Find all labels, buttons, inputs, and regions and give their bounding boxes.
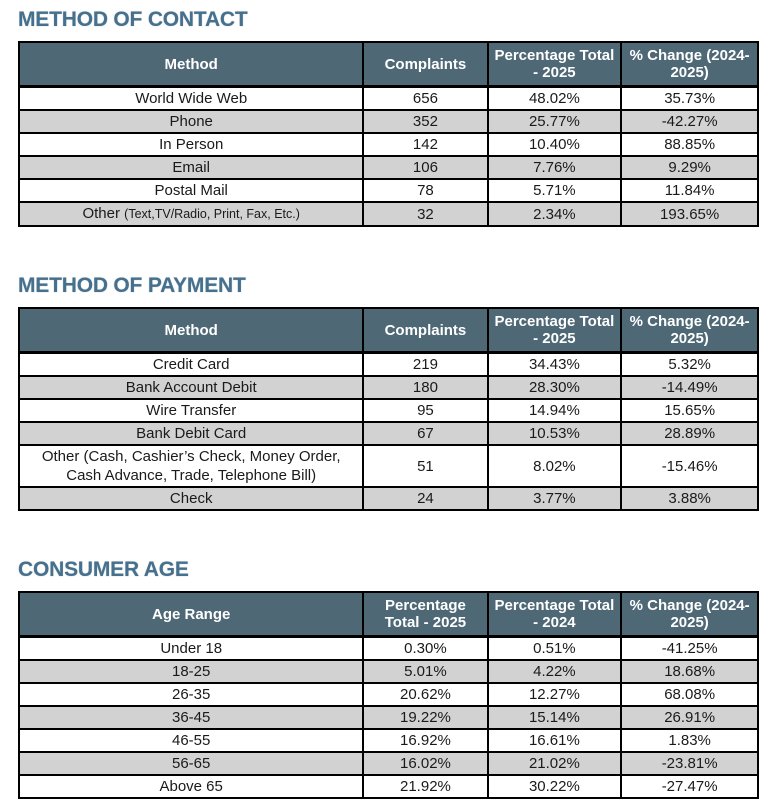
percent-change-cell: 28.89% bbox=[621, 422, 758, 445]
percentage-2025-cell: 28.30% bbox=[488, 376, 622, 399]
method-cell: Check bbox=[19, 487, 363, 510]
column-header-percentage-2025: Percentage Total - 2025 bbox=[488, 42, 622, 87]
percentage-2025-cell: 16.02% bbox=[363, 752, 487, 775]
percentage-2025-cell: 20.62% bbox=[363, 683, 487, 706]
method-of-contact-section bbox=[18, 8, 759, 227]
percent-change-cell: 3.88% bbox=[621, 487, 758, 510]
table-row bbox=[19, 422, 758, 445]
percent-change-cell: 1.83% bbox=[621, 729, 758, 752]
column-header-percent-change: % Change (2024-2025) bbox=[621, 308, 758, 353]
complaints-cell: 95 bbox=[363, 399, 487, 422]
percentage-2025-cell: 19.22% bbox=[363, 706, 487, 729]
method-cell: Bank Account Debit bbox=[19, 376, 363, 399]
percent-change-cell: -15.46% bbox=[621, 445, 758, 487]
percentage-2024-cell: 21.02% bbox=[488, 752, 622, 775]
percent-change-cell: -41.25% bbox=[621, 637, 758, 661]
complaints-cell: 180 bbox=[363, 376, 487, 399]
column-header-method: Method bbox=[19, 42, 363, 87]
complaints-cell: 219 bbox=[363, 353, 487, 377]
percentage-2025-cell: 5.71% bbox=[488, 179, 622, 202]
table-row bbox=[19, 202, 758, 226]
percent-change-cell: 9.29% bbox=[621, 156, 758, 179]
percent-change-cell: -27.47% bbox=[621, 775, 758, 798]
table-row bbox=[19, 706, 758, 729]
percentage-2025-cell: 48.02% bbox=[488, 87, 622, 111]
percentage-2025-cell: 2.34% bbox=[488, 202, 622, 226]
column-header-complaints: Complaints bbox=[363, 308, 487, 353]
section-title-consumer-age: CONSUMER AGE bbox=[18, 558, 189, 581]
section-title-method-of-payment: METHOD OF PAYMENT bbox=[18, 274, 246, 297]
other-label: Other bbox=[82, 205, 120, 222]
consumer-age-table bbox=[18, 591, 759, 799]
percent-change-cell: 193.65% bbox=[621, 202, 758, 226]
complaints-cell: 78 bbox=[363, 179, 487, 202]
table-row bbox=[19, 156, 758, 179]
percentage-2025-cell: 16.92% bbox=[363, 729, 487, 752]
age-range-cell: 36-45 bbox=[19, 706, 363, 729]
method-cell: In Person bbox=[19, 133, 363, 156]
table-row bbox=[19, 353, 758, 377]
table-row bbox=[19, 399, 758, 422]
complaints-cell: 656 bbox=[363, 87, 487, 111]
percent-change-cell: 11.84% bbox=[621, 179, 758, 202]
percentage-2024-cell: 15.14% bbox=[488, 706, 622, 729]
header-row bbox=[19, 308, 758, 353]
table-row bbox=[19, 376, 758, 399]
age-range-cell: 46-55 bbox=[19, 729, 363, 752]
table-row bbox=[19, 752, 758, 775]
percent-change-cell: 68.08% bbox=[621, 683, 758, 706]
method-of-payment-table bbox=[18, 307, 759, 511]
percent-change-cell: 26.91% bbox=[621, 706, 758, 729]
complaints-cell: 142 bbox=[363, 133, 487, 156]
age-range-cell: Under 18 bbox=[19, 637, 363, 661]
percentage-2025-cell: 5.01% bbox=[363, 660, 487, 683]
header-row bbox=[19, 42, 758, 87]
complaints-cell: 106 bbox=[363, 156, 487, 179]
percentage-2025-cell: 0.30% bbox=[363, 637, 487, 661]
age-range-cell: Above 65 bbox=[19, 775, 363, 798]
complaints-cell: 24 bbox=[363, 487, 487, 510]
table-row bbox=[19, 87, 758, 111]
percentage-2025-cell: 3.77% bbox=[488, 487, 622, 510]
column-header-method: Method bbox=[19, 308, 363, 353]
table-row bbox=[19, 637, 758, 661]
percentage-2024-cell: 0.51% bbox=[488, 637, 622, 661]
other-note: (Text,TV/Radio, Print, Fax, Etc.) bbox=[124, 207, 300, 221]
table-row bbox=[19, 445, 758, 487]
column-header-complaints: Complaints bbox=[363, 42, 487, 87]
method-cell: Bank Debit Card bbox=[19, 422, 363, 445]
percentage-2025-cell: 14.94% bbox=[488, 399, 622, 422]
section-title-method-of-contact: METHOD OF CONTACT bbox=[18, 8, 248, 31]
column-header-percentage-2025: Percentage Total - 2025 bbox=[363, 592, 487, 637]
method-cell: Email bbox=[19, 156, 363, 179]
percentage-2025-cell: 10.53% bbox=[488, 422, 622, 445]
method-of-payment-section bbox=[18, 274, 759, 511]
column-header-percent-change: % Change (2024-2025) bbox=[621, 592, 758, 637]
method-cell: Postal Mail bbox=[19, 179, 363, 202]
table-row bbox=[19, 775, 758, 798]
percentage-2025-cell: 21.92% bbox=[363, 775, 487, 798]
table-row bbox=[19, 683, 758, 706]
percent-change-cell: -42.27% bbox=[621, 110, 758, 133]
method-cell: Credit Card bbox=[19, 353, 363, 377]
percentage-2025-cell: 10.40% bbox=[488, 133, 622, 156]
complaints-cell: 352 bbox=[363, 110, 487, 133]
consumer-age-section bbox=[18, 558, 759, 799]
percentage-2025-cell: 34.43% bbox=[488, 353, 622, 377]
percentage-2024-cell: 12.27% bbox=[488, 683, 622, 706]
table-row bbox=[19, 660, 758, 683]
method-cell: World Wide Web bbox=[19, 87, 363, 111]
table-row bbox=[19, 110, 758, 133]
percentage-2025-cell: 7.76% bbox=[488, 156, 622, 179]
column-header-percentage-2024: Percentage Total - 2024 bbox=[488, 592, 622, 637]
table-row bbox=[19, 487, 758, 510]
percent-change-cell: 18.68% bbox=[621, 660, 758, 683]
percentage-2024-cell: 16.61% bbox=[488, 729, 622, 752]
percent-change-cell: -14.49% bbox=[621, 376, 758, 399]
method-cell: Other (Cash, Cashier’s Check, Money Order, Cash Advance, Trade, Telephone Bill) bbox=[19, 445, 363, 487]
header-row bbox=[19, 592, 758, 637]
age-range-cell: 18-25 bbox=[19, 660, 363, 683]
table-row bbox=[19, 179, 758, 202]
method-cell bbox=[19, 202, 363, 226]
method-of-contact-table bbox=[18, 41, 759, 227]
percent-change-cell: 15.65% bbox=[621, 399, 758, 422]
percent-change-cell: -23.81% bbox=[621, 752, 758, 775]
complaints-cell: 67 bbox=[363, 422, 487, 445]
percentage-2025-cell: 25.77% bbox=[488, 110, 622, 133]
method-cell: Phone bbox=[19, 110, 363, 133]
age-range-cell: 56-65 bbox=[19, 752, 363, 775]
column-header-age-range: Age Range bbox=[19, 592, 363, 637]
method-cell: Wire Transfer bbox=[19, 399, 363, 422]
column-header-percentage-2025: Percentage Total - 2025 bbox=[488, 308, 622, 353]
percent-change-cell: 5.32% bbox=[621, 353, 758, 377]
percentage-2025-cell: 8.02% bbox=[488, 445, 622, 487]
percentage-2024-cell: 30.22% bbox=[488, 775, 622, 798]
table-row bbox=[19, 133, 758, 156]
column-header-percent-change: % Change (2024-2025) bbox=[621, 42, 758, 87]
percentage-2024-cell: 4.22% bbox=[488, 660, 622, 683]
complaints-cell: 32 bbox=[363, 202, 487, 226]
complaints-cell: 51 bbox=[363, 445, 487, 487]
percent-change-cell: 88.85% bbox=[621, 133, 758, 156]
table-row bbox=[19, 729, 758, 752]
percent-change-cell: 35.73% bbox=[621, 87, 758, 111]
age-range-cell: 26-35 bbox=[19, 683, 363, 706]
